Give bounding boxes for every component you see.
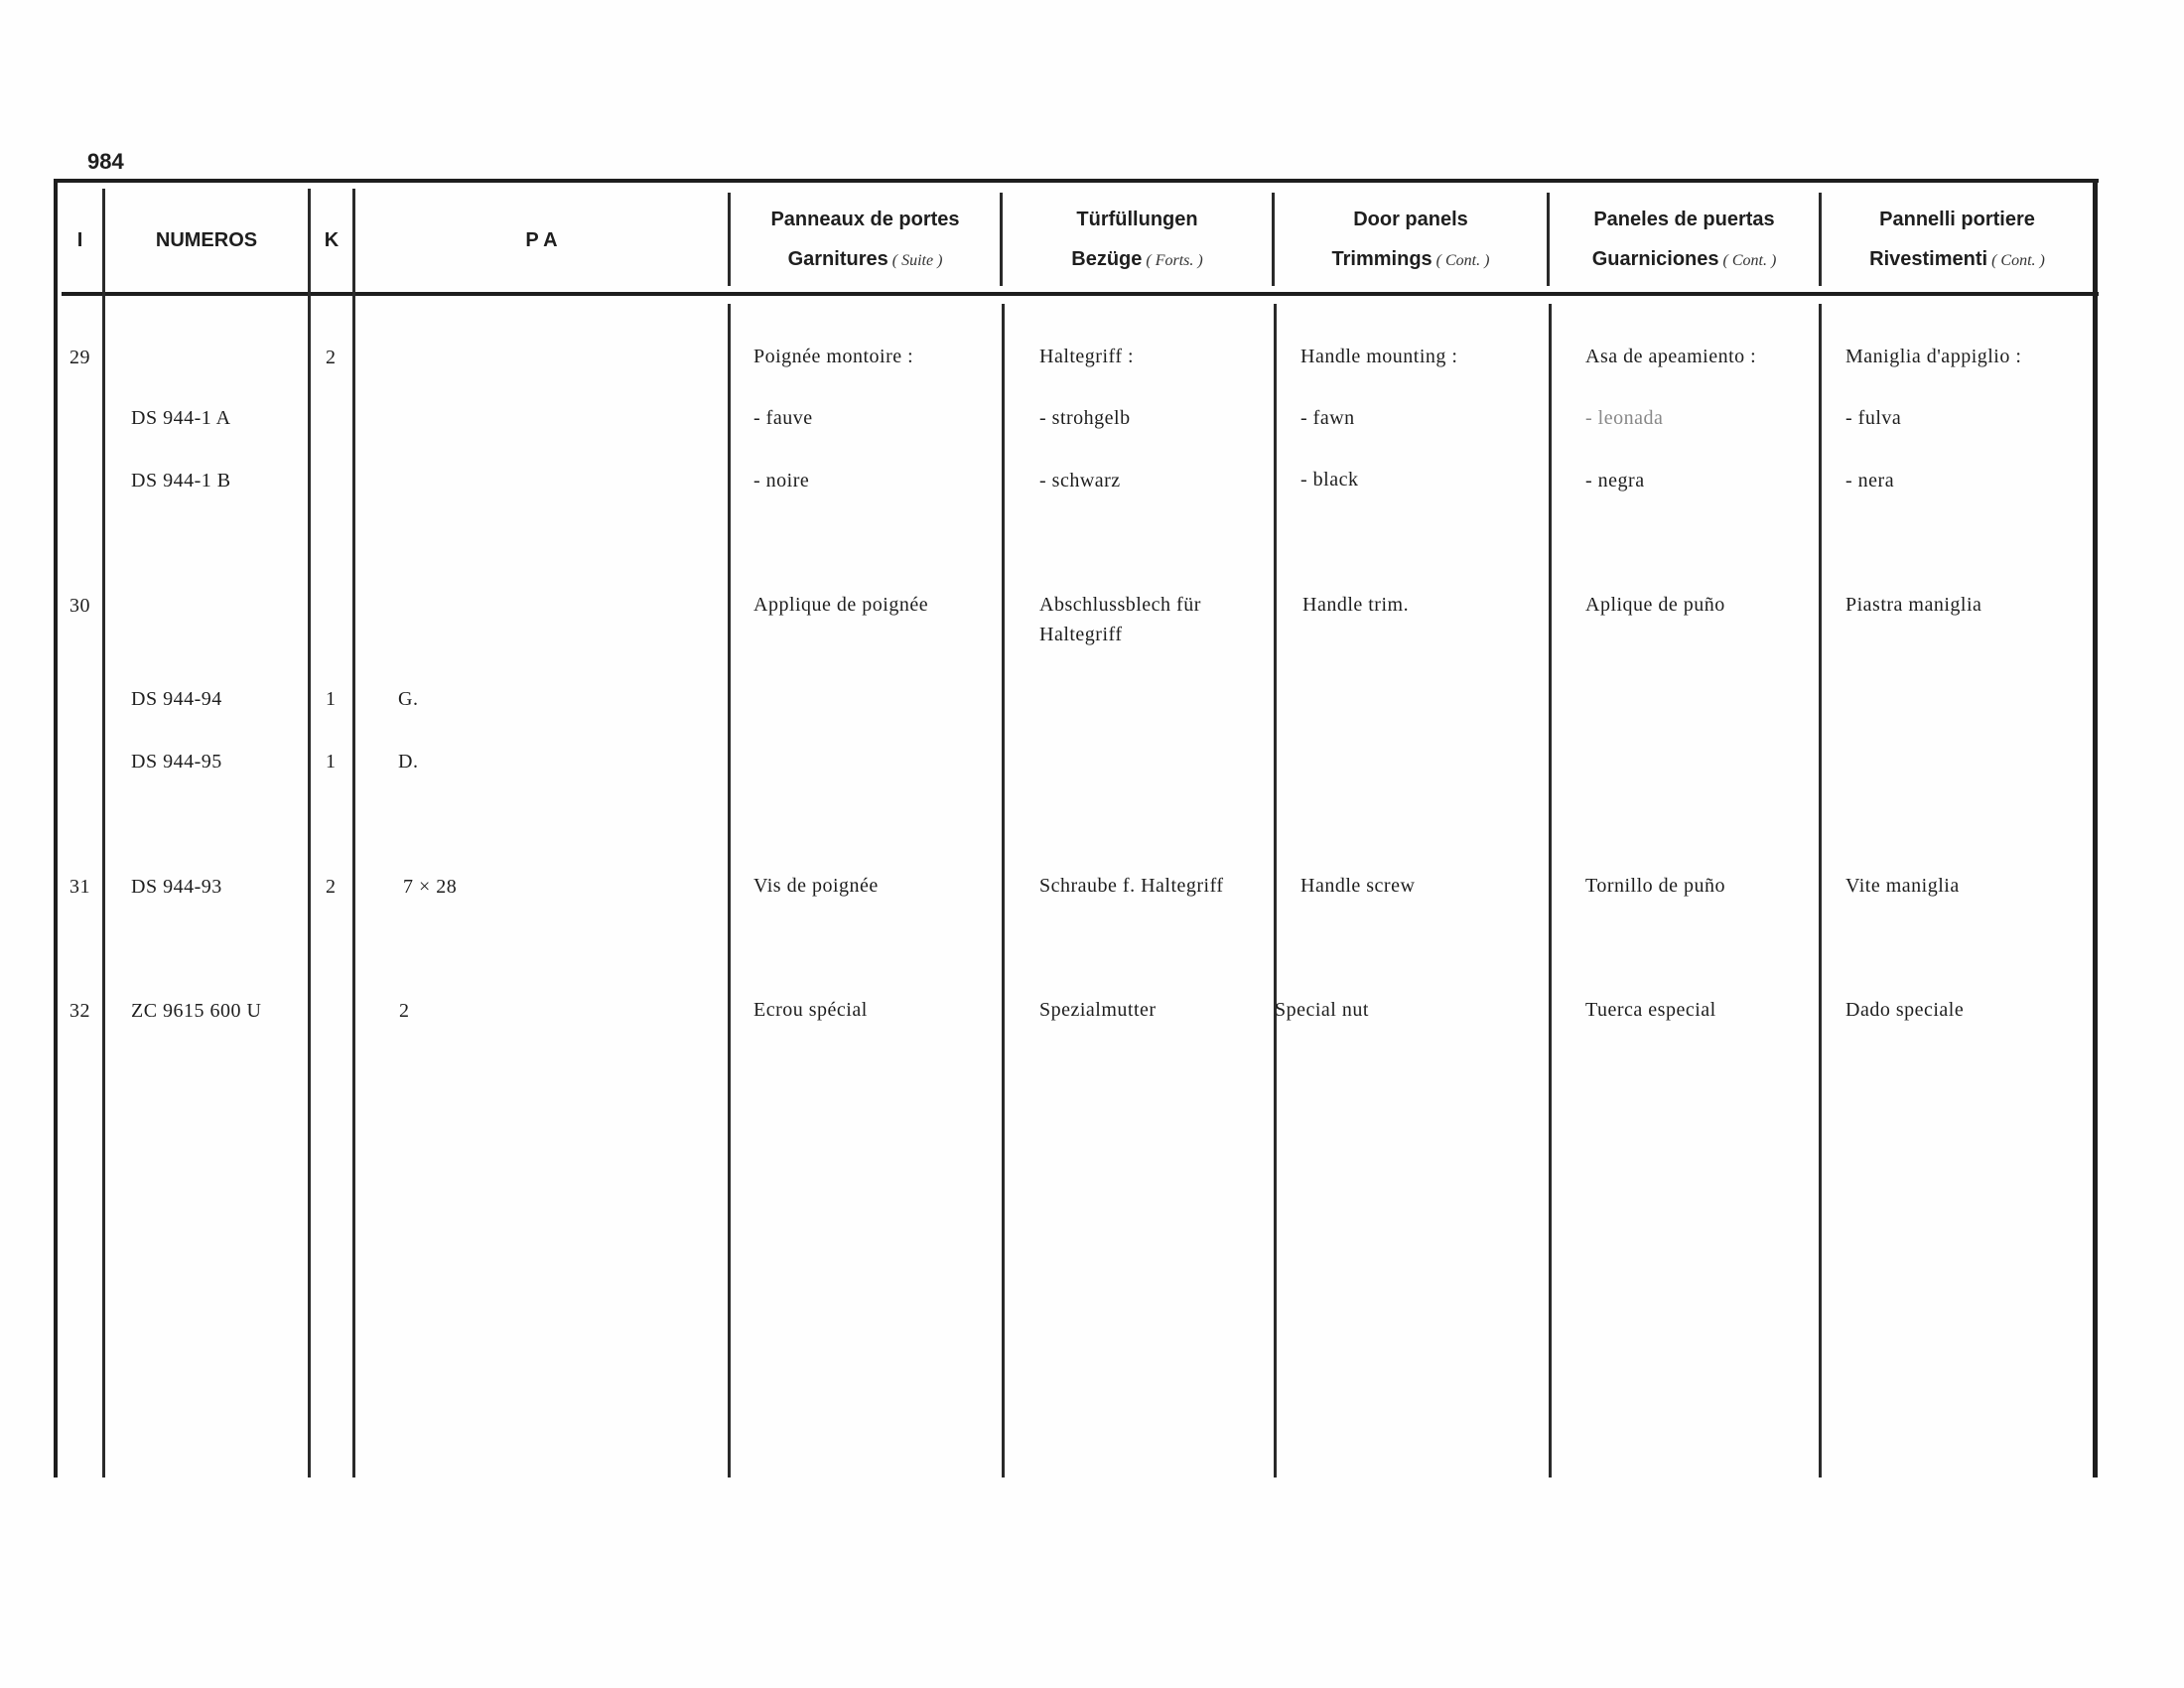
position-cell: G. [398,688,419,710]
column-divider [1549,304,1552,1477]
column-divider [1819,304,1822,1477]
qty-cell: 1 [326,688,337,710]
header-french: Panneaux de portes Garnitures ( Suite ) [770,209,960,270]
header-italian: Pannelli portiere Rivestimenti ( Cont. ) [1869,209,2045,270]
english-cell: - fawn [1300,407,1355,429]
english-cell: Special nut [1275,999,1369,1021]
position-cell: 2 [399,1000,410,1022]
index-cell: 30 [69,595,90,617]
spanish-cell: Tuerca especial [1585,999,1716,1021]
french-cell: Poignée montoire : [753,346,914,367]
part-number-cell: ZC 9615 600 U [131,1000,262,1022]
position-cell: D. [398,751,419,773]
position-cell: 7 × 28 [403,876,458,898]
german-cell: Haltegriff : [1039,346,1135,367]
part-number-cell: DS 944-93 [131,876,222,898]
header-pa: P A [525,229,558,251]
english-cell: - black [1300,469,1359,491]
italian-cell: - fulva [1845,407,1902,429]
german-cell: Spezialmutter [1039,999,1157,1021]
german-cell: Abschlussblech für Haltegriff [1039,594,1201,645]
table-top-border [54,179,2099,183]
header-english: Door panels Trimmings ( Cont. ) [1331,209,1490,270]
header-numeros: NUMEROS [155,229,258,251]
index-cell: 31 [69,876,90,898]
header-spanish: Paneles de puertas Guarniciones ( Cont. ) [1591,209,1777,270]
column-divider [308,189,311,1477]
french-cell: Ecrou spécial [753,999,868,1021]
page-number: 984 [87,149,124,174]
qty-cell: 2 [326,876,337,898]
italian-cell: Dado speciale [1845,999,1965,1021]
column-divider [1002,304,1005,1477]
french-cell: Vis de poignée [753,875,879,897]
column-divider [728,304,731,1477]
index-cell: 29 [69,347,90,368]
column-divider [1274,304,1277,1477]
table-left-border [54,179,58,1477]
german-cell: Schraube f. Haltegriff [1039,875,1224,897]
header-i: I [76,229,83,251]
index-cell: 32 [69,1000,90,1022]
spanish-cell: Aplique de puño [1585,594,1725,616]
part-number-cell: DS 944-94 [131,688,222,710]
english-cell: Handle screw [1300,875,1416,897]
column-divider [352,189,355,1477]
french-cell: - fauve [753,407,813,429]
part-number-cell: DS 944-1 B [131,470,231,492]
english-cell: Handle trim. [1302,594,1410,616]
italian-cell: Maniglia d'appiglio : [1845,346,2022,367]
column-divider [102,189,105,1477]
part-number-cell: DS 944-1 A [131,407,231,429]
italian-cell: - nera [1845,470,1895,492]
spanish-cell: Asa de apeamiento : [1585,346,1757,367]
spanish-cell: Tornillo de puño [1585,875,1726,897]
qty-cell: 2 [326,347,337,368]
italian-cell: Piastra maniglia [1845,594,1982,616]
spanish-cell: - leonada [1585,407,1664,429]
spanish-cell: - negra [1585,470,1645,492]
german-cell: - schwarz [1039,470,1121,492]
qty-cell: 1 [326,751,337,773]
header-rule [62,292,2099,296]
french-cell: Applique de poignée [753,594,929,616]
italian-cell: Vite maniglia [1845,875,1960,897]
german-cell: - strohgelb [1039,407,1131,429]
english-cell: Handle mounting : [1300,346,1458,367]
header-german: Türfüllungen Bezüge ( Forts. ) [1071,209,1203,270]
part-number-cell: DS 944-95 [131,751,222,773]
table-right-border [2093,179,2098,1477]
header-k: K [324,229,340,251]
french-cell: - noire [753,470,810,492]
